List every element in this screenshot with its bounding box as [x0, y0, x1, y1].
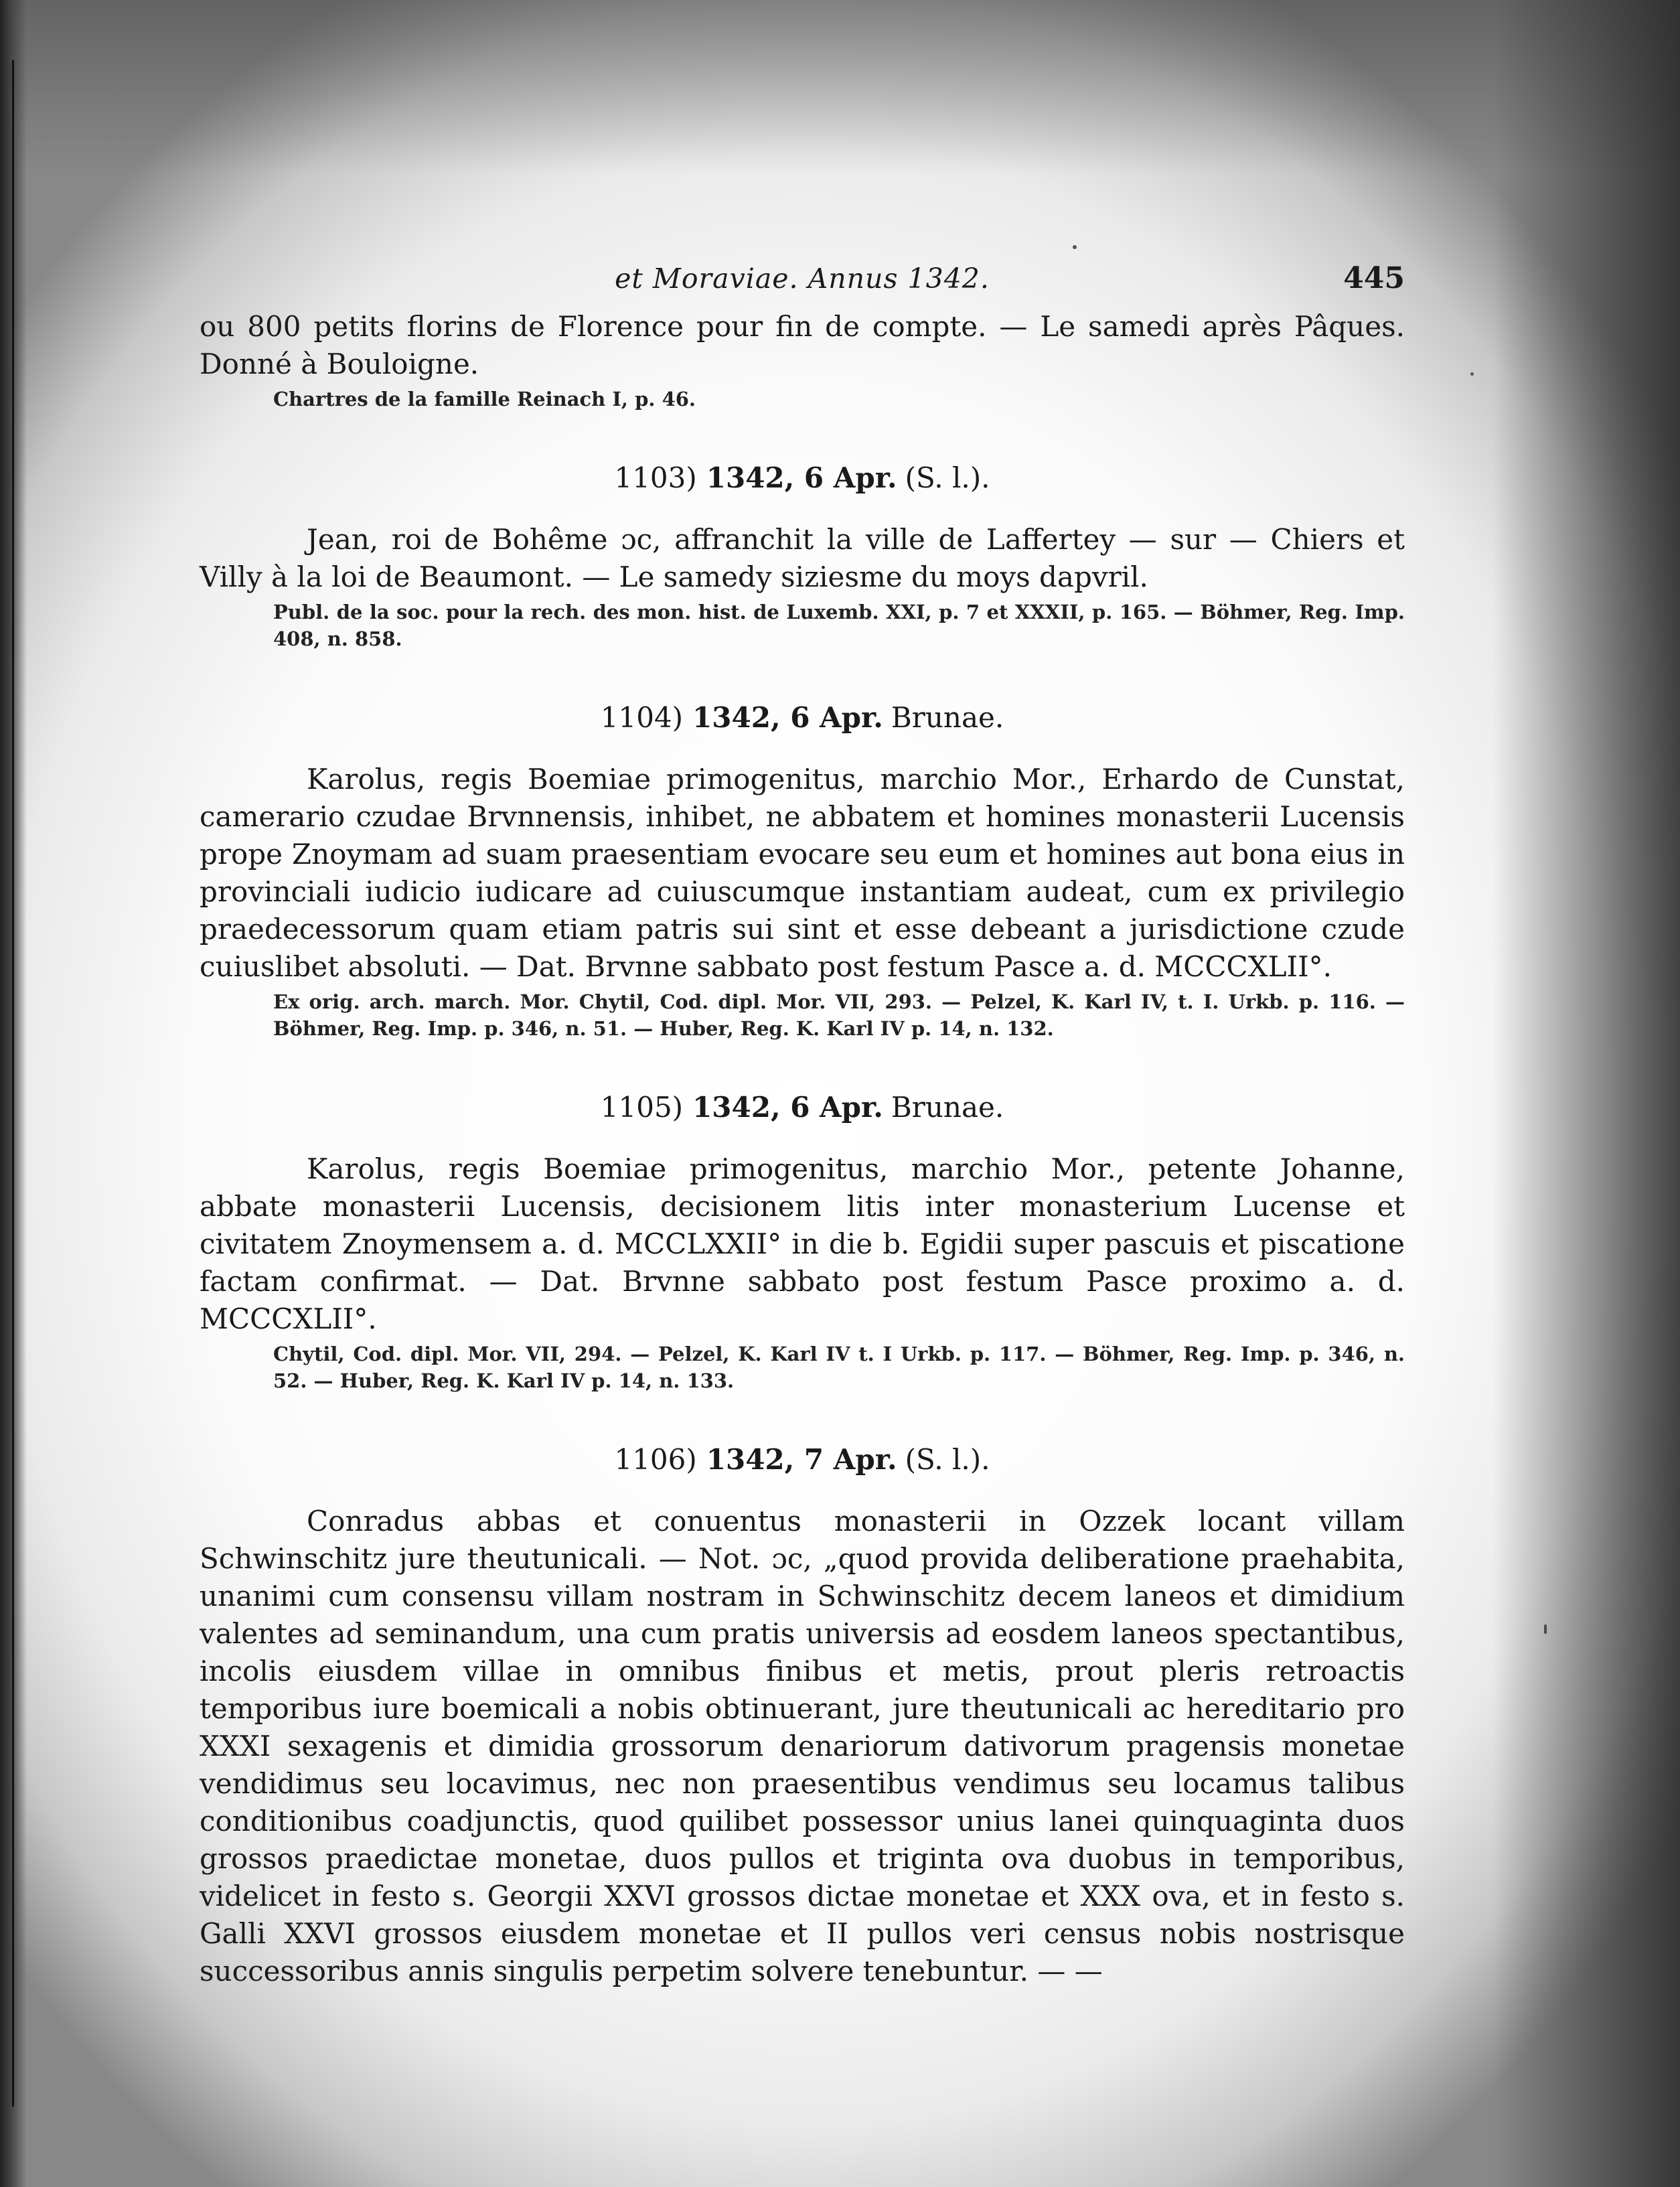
entry-source-note: Ex orig. arch. march. Mor. Chytil, Cod. dipl. Mor. VII, 293. — Pelzel, K. Karl IV, t. I. Urkb. p. 116. — Böhmer, Reg. Imp. p. 346, n. 51. — Huber, Reg. K. Karl IV p. 14, n. 132.: [273, 990, 1405, 1040]
continuation-source-note: Chartres de la famille Reinach I, p. 46.: [273, 388, 696, 410]
dust-speck: [1544, 1625, 1547, 1634]
entry-number: 1104): [600, 701, 684, 734]
entry-number: 1106): [614, 1443, 697, 1476]
page-number: 445: [1343, 261, 1405, 295]
entry-heading: [200, 1089, 1405, 1126]
entry-text: Jean, roi de Bohême ɔc, affranchit la ville de Laffertey — sur — Chiers et Villy à la loi de Beaumont. — Le samedy siziesme du moys dapvril.: [200, 523, 1405, 593]
entry-date: 1342, 6 Apr.: [692, 701, 883, 734]
entry-number: 1105): [600, 1091, 684, 1124]
entry-place: (S. l.).: [905, 1443, 990, 1476]
running-title: et Moraviae. Annus 1342.: [615, 262, 990, 295]
entry-heading: [200, 699, 1405, 737]
entry-date: 1342, 6 Apr.: [692, 1091, 883, 1124]
dust-speck: [1073, 245, 1077, 249]
binding-shadow: [0, 0, 27, 2187]
dust-speck: [1470, 372, 1474, 376]
entry-number: 1103): [614, 461, 697, 494]
page-text: [200, 254, 1405, 1990]
entry-heading: [200, 1441, 1405, 1479]
entry-source-note: Chytil, Cod. dipl. Mor. VII, 294. — Pelzel, K. Karl IV t. I Urkb. p. 117. — Böhmer, Reg. Imp. p. 346, n. 52. — Huber, Reg. K. Karl IV p. 14, n. 133.: [273, 1343, 1405, 1392]
continuation-text: ou 800 petits florins de Florence pour fin de compte. — Le samedi après Pâques. Donné à Bouloigne.: [200, 310, 1405, 380]
running-head: [200, 254, 1405, 308]
entry-date: 1342, 6 Apr.: [706, 461, 897, 494]
entry-place: Brunae.: [891, 701, 1004, 734]
entry-place: Brunae.: [891, 1091, 1004, 1124]
entry-text: Karolus, regis Boemiae primogenitus, marchio Mor., Erhardo de Cunstat, camerario czudae Brvnnensis, inhibet, ne abbatem et homines monasterii Lucensis prope Znoymam ad suam praesentiam evocare seu eum et homines aut bona eius in provinciali iudicio iudicare ad cuiuscumque instantiam audeat, cum ex privilegio praedecessorum quam etiam patris sui sint et esse debeant a jurisdictione czude cuiuslibet absoluti. — Dat. Brvnne sabbato post festum Pasce a. d. MCCCXLII°.: [200, 763, 1405, 983]
entry-source-note: Publ. de la soc. pour la rech. des mon. hist. de Luxemb. XXI, p. 7 et XXXII, p. 165. — Böhmer, Reg. Imp. 408, n. 858.: [273, 601, 1405, 650]
entry-text: Karolus, regis Boemiae primogenitus, marchio Mor., petente Johanne, abbate monasterii Lucensis, decisionem litis inter monasterium Lucense et civitatem Znoymensem a. d. MCCLXXII° in die b. Egidii super pascuis et piscatione factam confirmat. — Dat. Brvnne sabbato post festum Pasce proximo a. d. MCCCXLII°.: [200, 1152, 1405, 1335]
entry-place: (S. l.).: [905, 461, 990, 494]
entry-date: 1342, 7 Apr.: [706, 1443, 897, 1476]
entry-text: Conradus abbas et conuentus monasterii in Ozzek locant villam Schwinschitz jure theutunicali. — Not. ɔc, „quod provida deliberatione praehabita, unanimi cum consensu villam nostram in Schwinschitz decem laneos et dimidium valentes ad seminandum, una cum pratis universis ad eosdem laneos spectantibus, incolis eiusdem villae in omnibus finibus et metis, prout pleris retroactis temporibus iure boemicali a nobis obtinuerant, jure theutunicali ac hereditario pro XXXI sexagenis et dimidia grossorum denariorum dativorum pragensis monetae vendidimus seu locavimus, nec non praesentibus vendimus seu locamus talibus conditionibus coadjunctis, quod quilibet possessor unius lanei quinquaginta duos grossos praedictae monetae, duos pullos et triginta ova duobus in temporibus, videlicet in festo s. Georgii XXVI grossos dictae monetae et XXX ova, et in festo s. Galli XXVI grossos eiusdem monetae et II pullos veri census nobis nostrisque successoribus annis singulis perpetim solvere tenebuntur. — —: [200, 1505, 1405, 1987]
entry-heading: [200, 459, 1405, 497]
